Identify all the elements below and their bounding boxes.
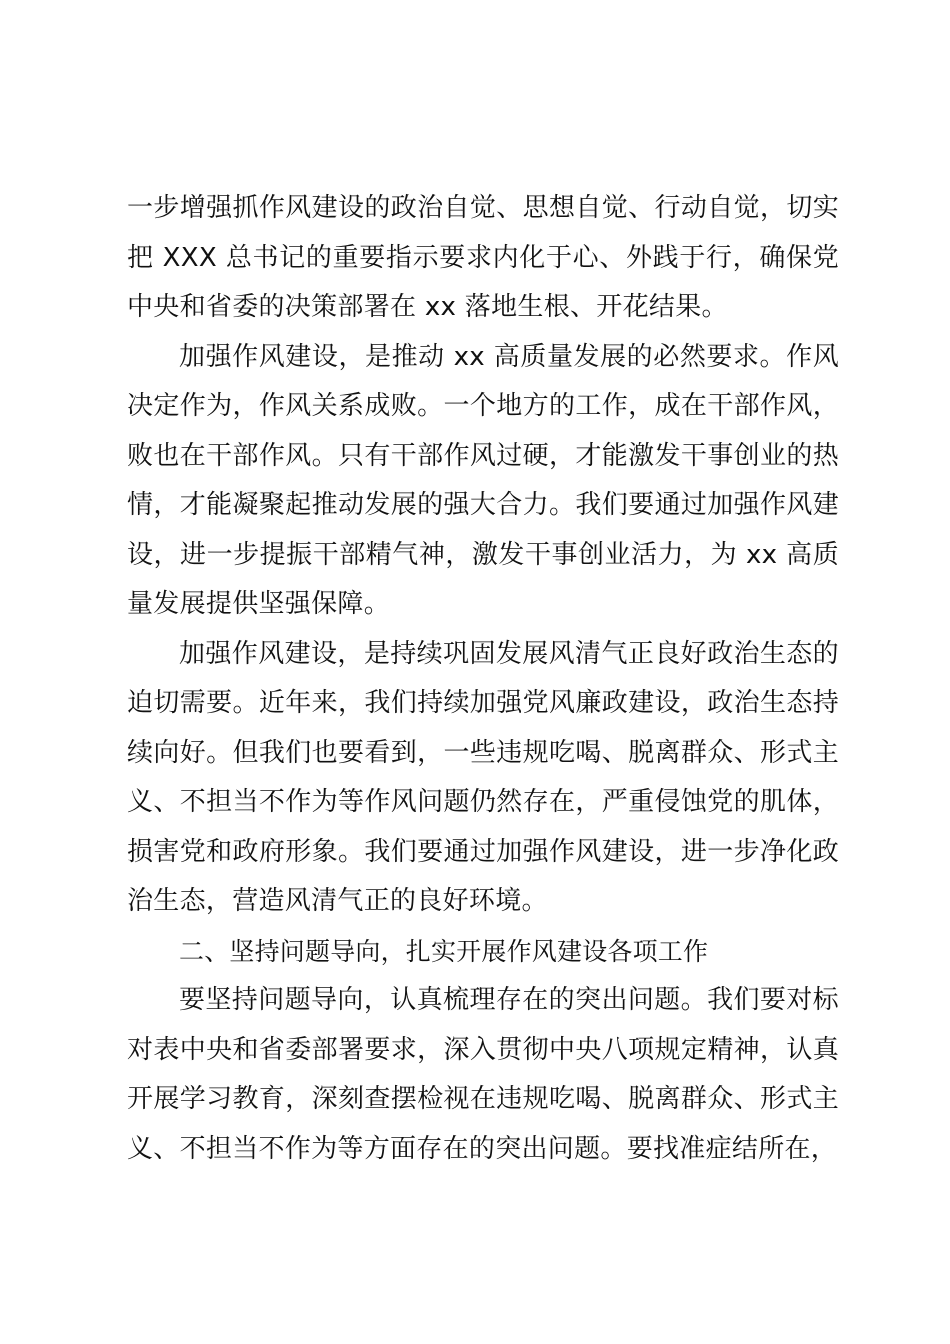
document-body (127, 184, 839, 1174)
section-heading: 二、坚持问题导向，扎实开展作风建设各项工作 (179, 936, 709, 966)
paragraph-development-requirement: 加强作风建设，是推动 xx 高质量发展的必然要求。作风决定作为，作风关系成败。一个地方的工作，成在干部作风，败也在干部作风。只有干部作风过硬，才能激发干事创业的热情，才能凝聚起推动发展的强大合力。我们要通过加强作风建设，进一步提振干部精气神，激发干事创业活力，为 xx 高质量发展提供坚强保障。 (127, 341, 839, 619)
paragraph-problem-oriented: 要坚持问题导向，认真梳理存在的突出问题。我们要对标对表中央和省委部署要求，深入贯彻中央八项规定精神，认真开展学习教育，深刻查摆检视在违规吃喝、脱离群众、形式主义、不担当不作为等方面存在的突出问题。要找准症结所在， (127, 985, 839, 1164)
paragraph-continuation: 一步增强抓作风建设的政治自觉、思想自觉、行动自觉，切实把 XXX 总书记的重要指示要求内化于心、外践于行，确保党中央和省委的决策部署在 xx 落地生根、开花结果。 (127, 193, 839, 322)
paragraph-political-ecology: 加强作风建设，是持续巩固发展风清气正良好政治生态的迫切需要。近年来，我们持续加强党风廉政建设，政治生态持续向好。但我们也要看到，一些违规吃喝、脱离群众、形式主义、不担当不作为等作风问题仍然存在，严重侵蚀党的肌体，损害党和政府形象。我们要通过加强作风建设，进一步净化政治生态，营造风清气正的良好环境。 (127, 638, 839, 916)
